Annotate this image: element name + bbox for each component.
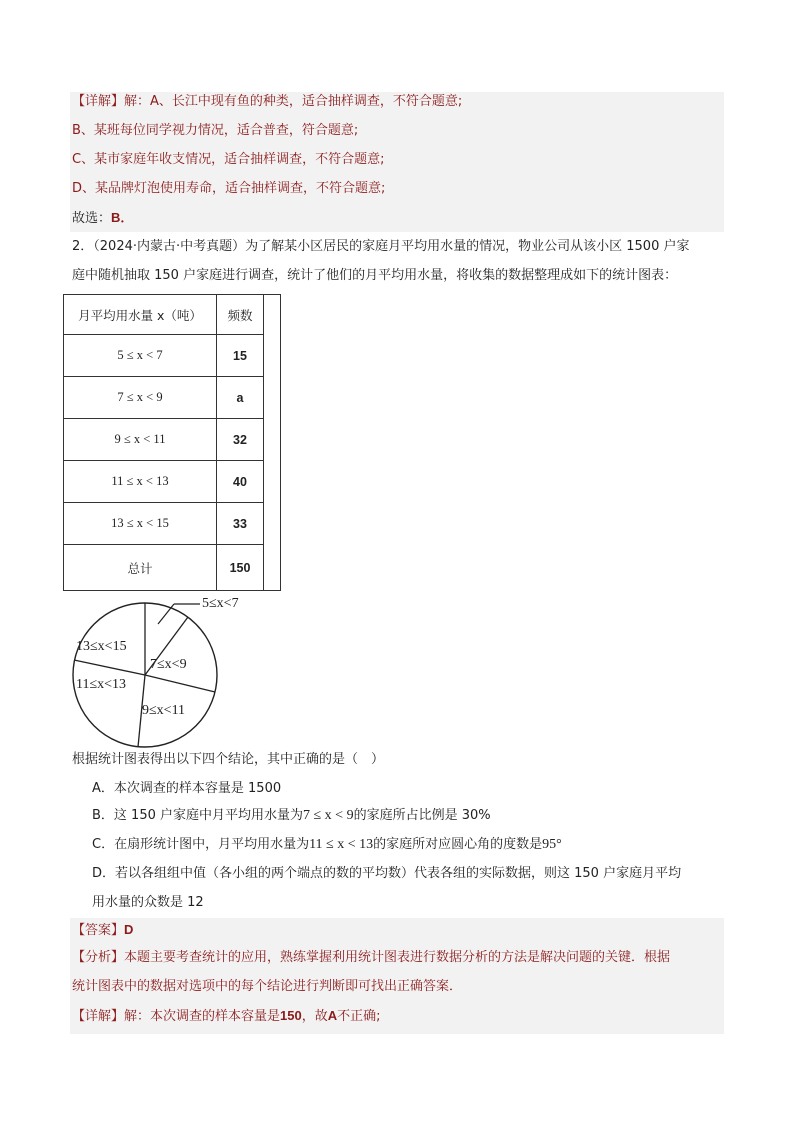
option-b-math: 7 ≤ x < 9	[303, 808, 354, 823]
question-stem: 根据统计图表得出以下四个结论，其中正确的是（ ）	[72, 752, 385, 767]
pie-label: 11≤x<13	[76, 677, 127, 692]
table-row	[64, 503, 281, 545]
option-b-text-post: 的家庭所占比例是 30%	[353, 808, 491, 823]
choose-value: B．	[111, 210, 134, 225]
table-row	[64, 461, 281, 503]
option-a: A．本次调查的样本容量是 1500	[92, 781, 282, 796]
table-cell-range: 13 ≤ x < 15	[64, 503, 217, 545]
detail-line-b: B、某班每位同学视力情况，适合普查，符合题意;	[72, 123, 359, 138]
table-total-row	[64, 545, 281, 591]
question-line-2: 庭中随机抽取 150 户家庭进行调查，统计了他们的月平均用水量，将收集的数据整理成如下的统计图表：	[72, 268, 678, 283]
table-cell-range: 7 ≤ x < 9	[64, 377, 217, 419]
detail-text-a: A、长江中现有鱼的种类，适合抽样调查，不符合题意;	[150, 94, 463, 109]
detail-line-c: C、某市家庭年收支情况，适合抽样调查，不符合题意;	[72, 152, 385, 167]
option-b	[92, 806, 491, 826]
option-c-text: C．在扇形统计图中，月平均用水量为	[92, 837, 310, 852]
table-cell-freq: 15	[217, 335, 264, 377]
pie-leader-line	[158, 604, 174, 624]
question-text-1: 为了解某小区居民的家庭月平均用水量的情况，物业公司从该小区 1500 户家	[245, 239, 690, 254]
detail-bottom-text-mid: ，故	[301, 1009, 328, 1024]
pie-divider	[74, 660, 145, 675]
analysis-label: 【分析】	[72, 950, 125, 965]
analysis-line-1	[72, 948, 670, 968]
option-c	[92, 835, 562, 855]
table-row	[64, 419, 281, 461]
detail-bottom-text-post: 不正确;	[337, 1009, 381, 1024]
table-cell-range: 11 ≤ x < 13	[64, 461, 217, 503]
pie-chart	[60, 590, 270, 750]
option-c-math: 11 ≤ x < 13	[309, 837, 374, 852]
detail-line-a	[72, 92, 462, 112]
table-cell-freq: 33	[217, 503, 264, 545]
detail-bottom-text: 解：本次调查的样本容量是	[124, 1009, 281, 1024]
pie-divider	[145, 675, 215, 692]
answer-line	[72, 920, 133, 941]
table-cell-range: 5 ≤ x < 7	[64, 335, 217, 377]
analysis-text-1: 本题主要考查统计的应用，熟练掌握利用统计图表进行数据分析的方法是解决问题的关键．根据	[124, 950, 671, 965]
frequency-table	[63, 294, 281, 591]
table-cell-freq: a	[217, 377, 264, 419]
detail-label: 【详解】解：	[72, 94, 151, 109]
table-extra-column	[264, 295, 281, 591]
question-number: 2．（2024·内蒙古·中考真题）	[72, 239, 246, 254]
table-cell-range: 9 ≤ x < 11	[64, 419, 217, 461]
table-cell-freq: 40	[217, 461, 264, 503]
answer-value: D	[124, 922, 134, 937]
pie-label: 7≤x<9	[150, 657, 187, 672]
table-row	[64, 335, 281, 377]
table-total-value: 150	[217, 545, 264, 591]
choose-label: 故选：	[72, 211, 112, 226]
pie-label: 13≤x<15	[76, 639, 127, 654]
question-line-1	[72, 237, 689, 257]
detail-bottom-line	[72, 1006, 381, 1027]
analysis-line-2: 统计图表中的数据对选项中的每个结论进行判断即可找出正确答案．	[72, 979, 463, 994]
answer-label: 【答案】	[72, 923, 125, 938]
option-c-text-post: 的家庭所对应圆心角的度数是	[373, 837, 543, 852]
table-header-freq: 频数	[217, 295, 264, 335]
table-total-label: 总计	[64, 545, 217, 591]
pie-label: 9≤x<11	[142, 703, 186, 718]
table-row	[64, 377, 281, 419]
detail-bottom-letter: A	[327, 1008, 338, 1023]
option-d-line-2: 用水量的众数是 12	[92, 895, 204, 910]
choose-line	[72, 208, 133, 229]
option-d-line-1: D．若以各组组中值（各小组的两个端点的数的平均数）代表各组的实际数据，则这 150 户家庭月平均	[92, 866, 682, 881]
table-cell-freq: 32	[217, 419, 264, 461]
table-header-range: 月平均用水量 x（吨）	[64, 295, 217, 335]
pie-label: 5≤x<7	[202, 596, 239, 611]
option-b-text: B．这 150 户家庭中月平均用水量为	[92, 808, 303, 823]
table-header-row	[64, 295, 281, 335]
option-c-value: 95°	[542, 837, 562, 852]
detail-bottom-label: 【详解】	[72, 1009, 125, 1024]
detail-line-d: D、某品牌灯泡使用寿命，适合抽样调查，不符合题意;	[72, 181, 386, 196]
detail-bottom-number: 150	[280, 1008, 302, 1023]
